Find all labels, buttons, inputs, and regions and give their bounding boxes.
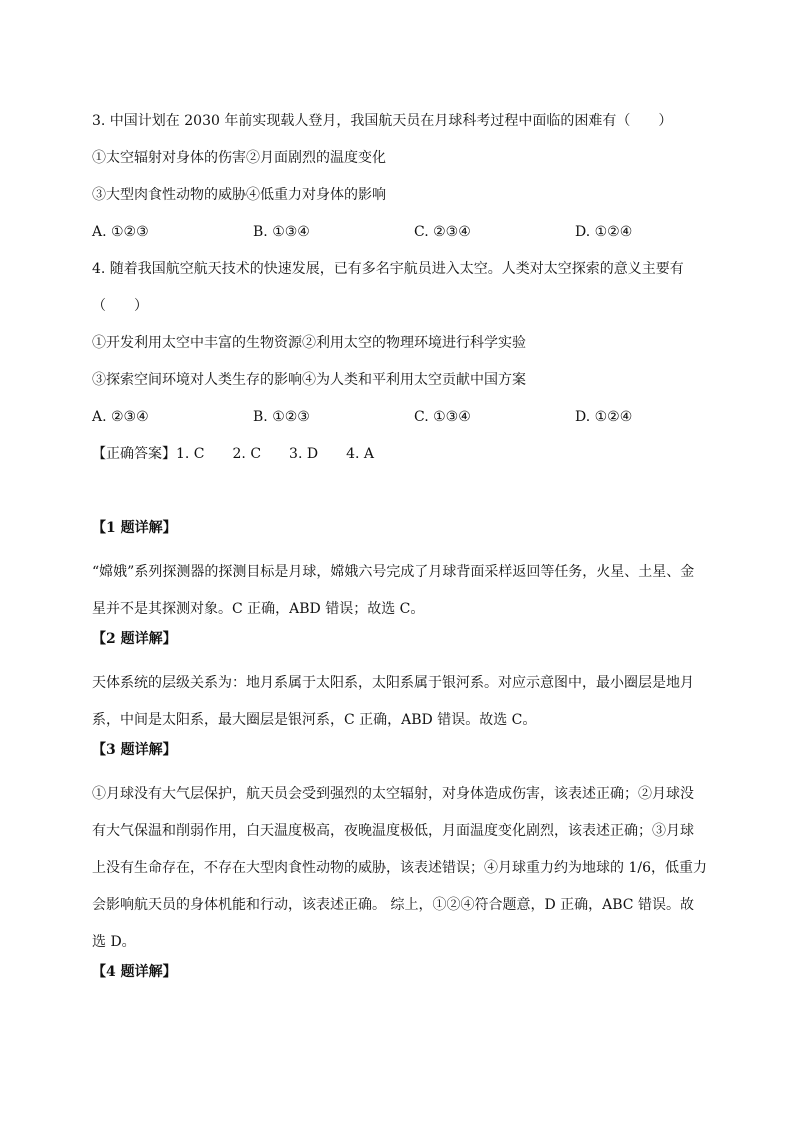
question-3-statement-2: ③大型肉食性动物的威胁④低重力对身体的影响: [92, 187, 386, 203]
section-spacer: [92, 480, 707, 517]
question-4-stem-bracket: （ ）: [92, 298, 148, 314]
detail-2-body: 天体系统的层级关系为：地月系属于太阳系，太阳系属于银河系。对应示意图中，最小圈层是地月系，中间是太阳系，最大圈层是银河系，C 正确，ABD 错误。故选 C。: [92, 675, 694, 728]
detail-1-body: “嫦娥”系列探测器的探测目标是月球，嫦娥六号完成了月球背面采样返回等任务，火星、土星、金星并不是其探测对象。C 正确，ABD 错误；故选 C。: [92, 564, 695, 617]
detail-2-heading: 【2 题详解】: [92, 631, 177, 647]
question-3-stem: 3. 中国计划在 2030 年前实现载人登月，我国航天员在月球科考过程中面临的困难有（ ）: [92, 113, 673, 129]
question-3-option-d: D. ①②④: [575, 224, 633, 240]
detail-4-heading: 【4 题详解】: [92, 964, 177, 980]
question-4-option-b: B. ①②③: [253, 409, 310, 425]
question-4-option-c: C. ①③④: [414, 409, 471, 425]
answer-key-values: 1. C 2. C 3. D 4. A: [176, 446, 374, 462]
question-3-option-a: A. ①②③: [92, 224, 149, 240]
question-4-option-a: A. ②③④: [92, 409, 149, 425]
question-4-options: [92, 406, 707, 443]
question-3-statement-1: ①太空辐射对身体的伤害②月面剧烈的温度变化: [92, 150, 386, 166]
answer-key: [92, 443, 707, 480]
question-4-stem: 4. 随着我国航空航天技术的快速发展，已有多名宇航员进入太空。人类对太空探索的意义主要有: [92, 261, 684, 277]
detail-3-body: ①月球没有大气层保护，航天员会受到强烈的太空辐射，对身体造成伤害，该表述正确；②月球没有大气保温和削弱作用，白天温度极高，夜晚温度极低，月面温度变化剧烈，该表述正确；③月球上没有生命存在，不存在大型肉食性动物的威胁，该表述错误；④月球重力约为地球的 1/6，低重力会影响航天员的身体机能和行动，该表述正确。 综上，①②④符合题意，D 正确，ABC 错误。故选 D。: [92, 786, 707, 950]
answer-key-label: 【正确答案】: [92, 446, 176, 462]
question-4-statement-1: ①开发利用太空中丰富的生物资源②利用太空的物理环境进行科学实验: [92, 335, 526, 351]
question-4-option-d: D. ①②④: [575, 409, 633, 425]
question-3-options: [92, 221, 707, 258]
question-3-option-c: C. ②③④: [414, 224, 471, 240]
detail-1-heading: 【1 题详解】: [92, 520, 177, 536]
document-page: [92, 110, 707, 998]
question-4-statement-2: ③探索空间环境对人类生存的影响④为人类和平利用太空贡献中国方案: [92, 372, 526, 388]
question-3-option-b: B. ①③④: [253, 224, 310, 240]
detail-3-heading: 【3 题详解】: [92, 742, 177, 758]
